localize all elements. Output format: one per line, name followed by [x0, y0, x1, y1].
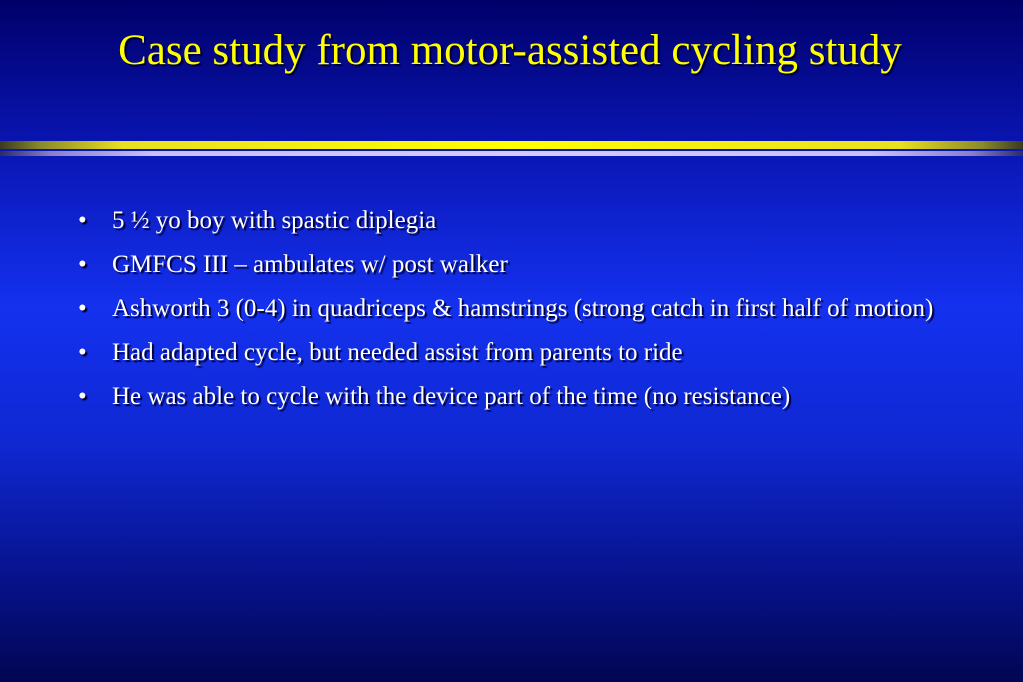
bullet-item — [78, 379, 948, 414]
slide-title: Case study from motor-assisted cycling study — [118, 27, 902, 74]
bullet-icon: • — [78, 251, 87, 278]
title-divider-yellow — [0, 141, 1023, 149]
bullet-text: Had adapted cycle, but needed assist from parents to ride — [112, 339, 683, 366]
bullet-item — [78, 203, 948, 238]
bullet-icon: • — [78, 295, 87, 322]
bullet-item — [78, 247, 948, 282]
bullet-icon: • — [78, 383, 87, 410]
bullet-text: GMFCS III – ambulates w/ post walker — [112, 251, 508, 278]
bullet-text: Ashworth 3 (0-4) in quadriceps & hamstrings (strong catch in first half of motion) — [112, 295, 934, 322]
bullet-list — [78, 203, 948, 423]
bullet-icon: • — [78, 207, 87, 234]
bullet-icon: • — [78, 339, 87, 366]
bullet-text: 5 ½ yo boy with spastic diplegia — [112, 207, 437, 234]
bullet-item — [78, 335, 948, 370]
bullet-text: He was able to cycle with the device part of the time (no resistance) — [112, 383, 791, 410]
title-divider-violet — [0, 151, 1023, 156]
bullet-item — [78, 291, 948, 326]
